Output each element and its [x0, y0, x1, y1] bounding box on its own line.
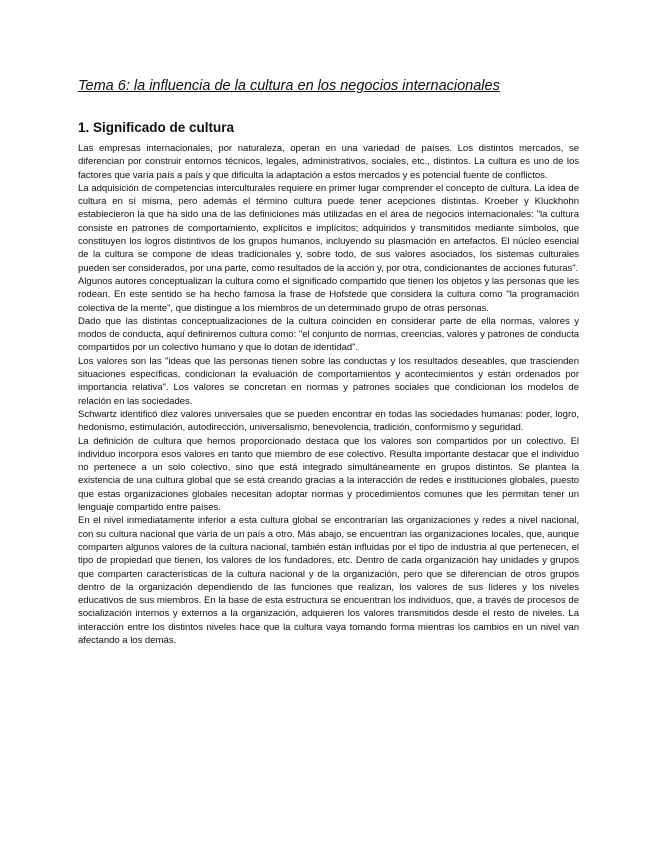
paragraph-6: Schwartz identificó diez valores universales que se pueden encontrar en todas las sociedades humanas: poder, logro, hedonismo, estimulación, autodirección, universalismo, benevolencia, tradición, conformismo y seguridad.	[78, 408, 579, 434]
paragraph-7: La definición de cultura que hemos proporcionado destaca que los valores son compartidos por un colectivo. El individuo incorpora esos valores en tanto que miembro de ese colectivo. Resulta importante destacar que el individuo no pertenece a un solo colectivo, sino que está integrado simultáneamente en grupos distintos. Se plantea la existencia de una cultura global que se está creando gracias a la interacción de redes e instituciones globales, puesto que estas organizaciones globales necesitan adoptar normas y procedimientos comunes que les permitan tener un lenguaje compartido entre países.	[78, 435, 579, 514]
paragraph-4: Dado que las distintas conceptualizaciones de la cultura coinciden en considerar parte de ella normas, valores y modos de conducta, aquí definiremos cultura como: "el conjunto de normas, creencias, valores y patrones de conducta compartidos por un colectivo humano y que lo dotan de identidad".	[78, 315, 579, 354]
document-body	[78, 142, 579, 647]
paragraph-1: Las empresas internacionales, por naturaleza, operan en una variedad de países. Los distintos mercados, se diferencian por construir entornos técnicos, legales, administrativos, sociales, etc., distintos. La cultura es uno de los factores que varía país a país y que dificulta la adaptación a estos mercados y es potencial fuente de conflictos.	[78, 143, 579, 181]
section-heading: 1. Significado de cultura	[78, 120, 235, 135]
document-title: Tema 6: la influencia de la cultura en los negocios internacionales	[78, 78, 500, 94]
paragraph-5: Los valores son las "ideas que las personas tienen sobre las conductas y los resultados deseables, que trascienden situaciones específicas, condicionan la evaluación de comportamientos y acontecimientos y están ordenados por importancia relativa". Los valores se concretan en normas y patrones sociales que condicionan los modelos de relación en las sociedades.	[78, 355, 579, 407]
paragraph-8: En el nivel inmediatamente inferior a esta cultura global se encontrarían las organizaciones y redes a nivel nacional, con su cultura nacional que varía de un país a otro. Más abajo, se encuentran las organizaciones locales, que, aunque comparten algunos valores de la cultura nacional, también están influidas por el tipo de industria al que pertenecen, el tipo de propiedad que tienen, los valores de los fundadores, etc. Dentro de cada organización hay unidades y grupos que comparten características de la cultura nacional y de la organización, pero que se diferencian de otros grupos dentro de la organización dependiendo de las funciones que realizan, los valores de sus líderes y los niveles educativos de sus miembros. En la base de esta estructura se encuentran los individuos, que, a través de procesos de socialización internos y externos a la organización, adquieren los valores transmitidos desde el resto de niveles. La interacción entre los distintos niveles hace que la cultura vaya tomando forma mientras los cambios en un nivel van afectando a los demás.	[78, 515, 579, 646]
paragraph-3: Algunos autores conceptualizan la cultura como el significado compartido que tienen los objetos y las personas que les rodean. En este sentido se ha hecho famosa la frase de Hofstede que considera la cultura como "la programación colectiva de la mente", que distingue a los miembros de un determinado grupo de otras personas.	[78, 275, 579, 314]
paragraph-2: La adquisición de competencias interculturales requiere en primer lugar comprender el concepto de cultura. La idea de cultura en sí misma, pero además el término cultura puede tener acepciones distintas. Kroeber y Kluckhohn establecieron la que ha sido una de las definiciones más utilizadas en el área de negocios internacionales: "la cultura consiste en patrones de comportamiento, explícitos e implícitos; adquiridos y transmitidos mediante símbolos, que constituyen los logros distintivos de los grupos humanos, incluyendo su plasmación en artefactos. El núcleo esencial de la cultura se compone de ideas tradicionales y, sobre todo, de sus valores asociados, los sistemas culturales pueden ser considerados, por una parte, como resultados de la acción y, por otra, condicionantes de acciones futuras".	[78, 182, 579, 274]
